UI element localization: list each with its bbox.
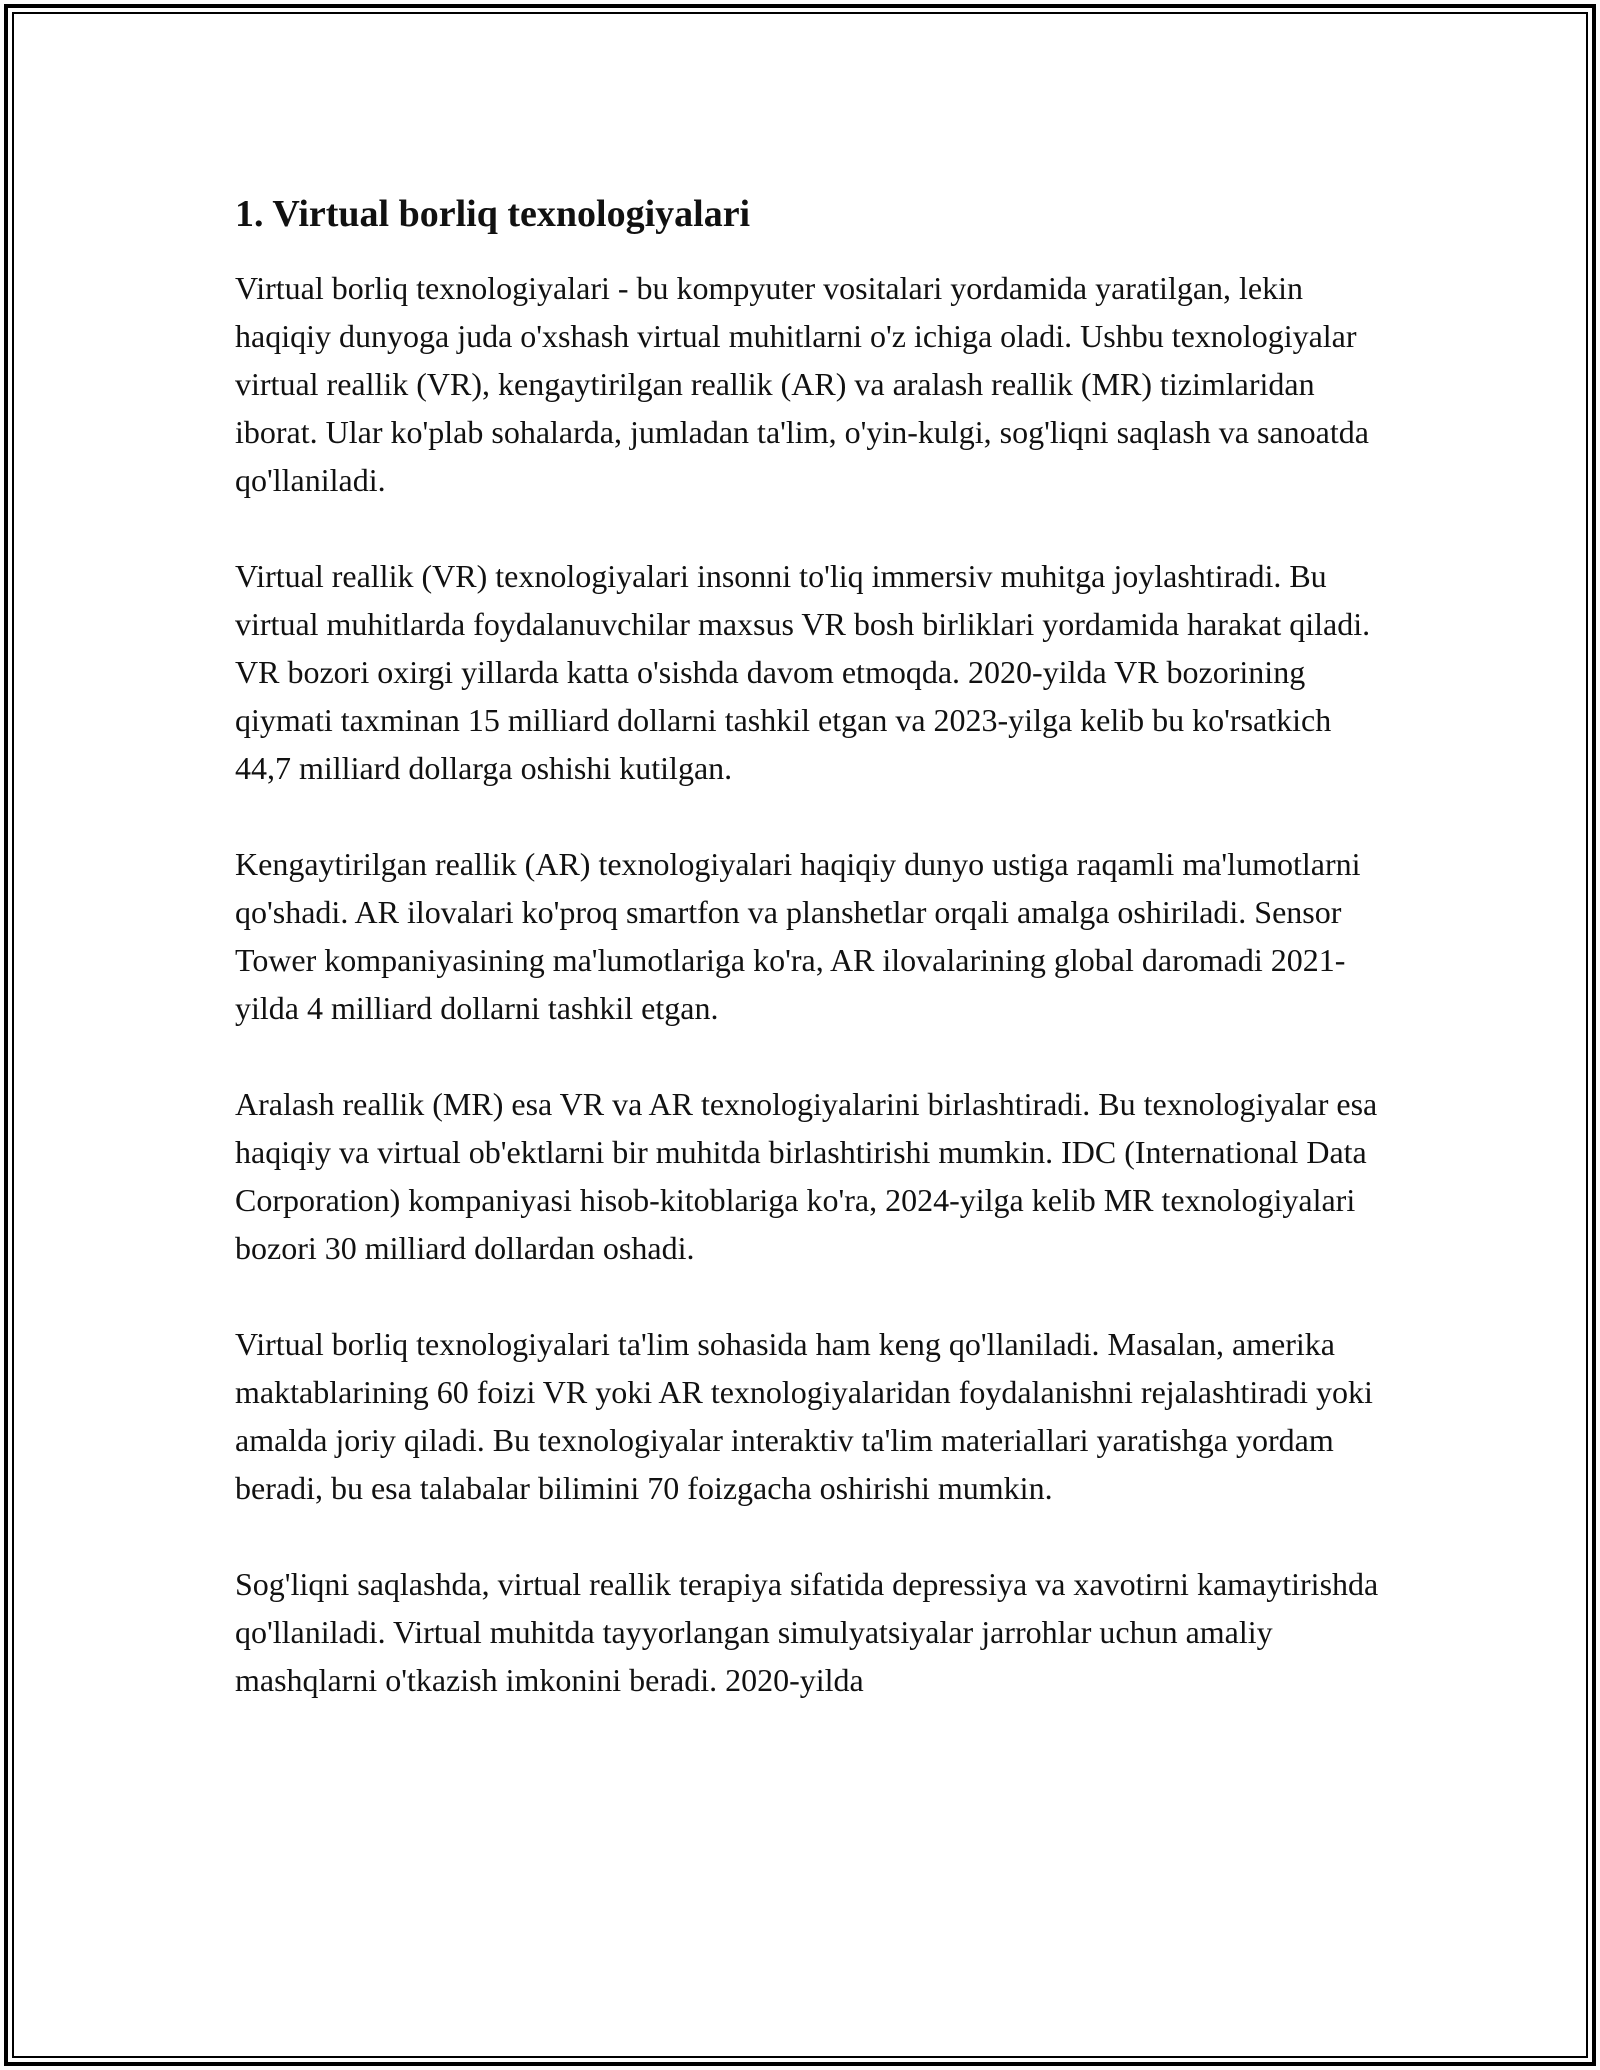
section-heading: 1. Virtual borliq texnologiyalari	[235, 193, 751, 235]
document-body	[235, 184, 1385, 1704]
paragraph-vr: Virtual reallik (VR) texnologiyalari insonni to'liq immersiv muhitga joylashtiradi. Bu virtual muhitlarda foydalanuvchilar maxsus VR bosh birliklari yordamida harakat qiladi. VR bozori oxirgi yillarda katta o'sishda davom etmoqda. 2020-yilda VR bozorining qiymati taxminan 15 milliard dollarni tashkil etgan va 2023-yilga kelib bu ko'rsatkich 44,7 milliard dollarga oshishi kutilgan.	[235, 558, 1371, 786]
paragraph-mr: Aralash reallik (MR) esa VR va AR texnologiyalarini birlashtiradi. Bu texnologiyalar esa haqiqiy va virtual ob'ektlarni bir muhitda birlashtirishi mumkin. IDC (International Data Corporation) kompaniyasi hisob-kitoblariga ko'ra, 2024-yilga kelib MR texnologiyalari bozori 30 milliard dollardan oshadi.	[235, 1086, 1378, 1266]
paragraph-education: Virtual borliq texnologiyalari ta'lim sohasida ham keng qo'llaniladi. Masalan, amerika maktablarining 60 foizi VR yoki AR texnologiyalaridan foydalanishni rejalashtiradi yoki amalda joriy qiladi. Bu texnologiyalar interaktiv ta'lim materiallari yaratishga yordam beradi, bu esa talabalar bilimini 70 foizgacha oshirishi mumkin.	[235, 1326, 1373, 1506]
paragraph-ar: Kengaytirilgan reallik (AR) texnologiyalari haqiqiy dunyo ustiga raqamli ma'lumotlarni qo'shadi. AR ilovalari ko'proq smartfon va planshetlar orqali amalga oshiriladi. Sensor Tower kompaniyasining ma'lumotlariga ko'ra, AR ilovalarining global daromadi 2021-yilda 4 milliard dollarni tashkil etgan.	[235, 846, 1361, 1026]
paragraph-healthcare: Sog'liqni saqlashda, virtual reallik terapiya sifatida depressiya va xavotirni kamaytirishda qo'llaniladi. Virtual muhitda tayyorlangan simulyatsiyalar jarrohlar uchun amaliy mashqlarni o'tkazish imkonini beradi. 2020-yilda	[235, 1566, 1379, 1698]
paragraph-intro: Virtual borliq texnologiyalari - bu kompyuter vositalari yordamida yaratilgan, lekin haqiqiy dunyoga juda o'xshash virtual muhitlarni o'z ichiga oladi. Ushbu texnologiyalar virtual reallik (VR), kengaytirilgan reallik (AR) va aralash reallik (MR) tizimlaridan iborat. Ular ko'plab sohalarda, jumladan ta'lim, o'yin-kulgi, sog'liqni saqlash va sanoatda qo'llaniladi.	[235, 270, 1369, 498]
